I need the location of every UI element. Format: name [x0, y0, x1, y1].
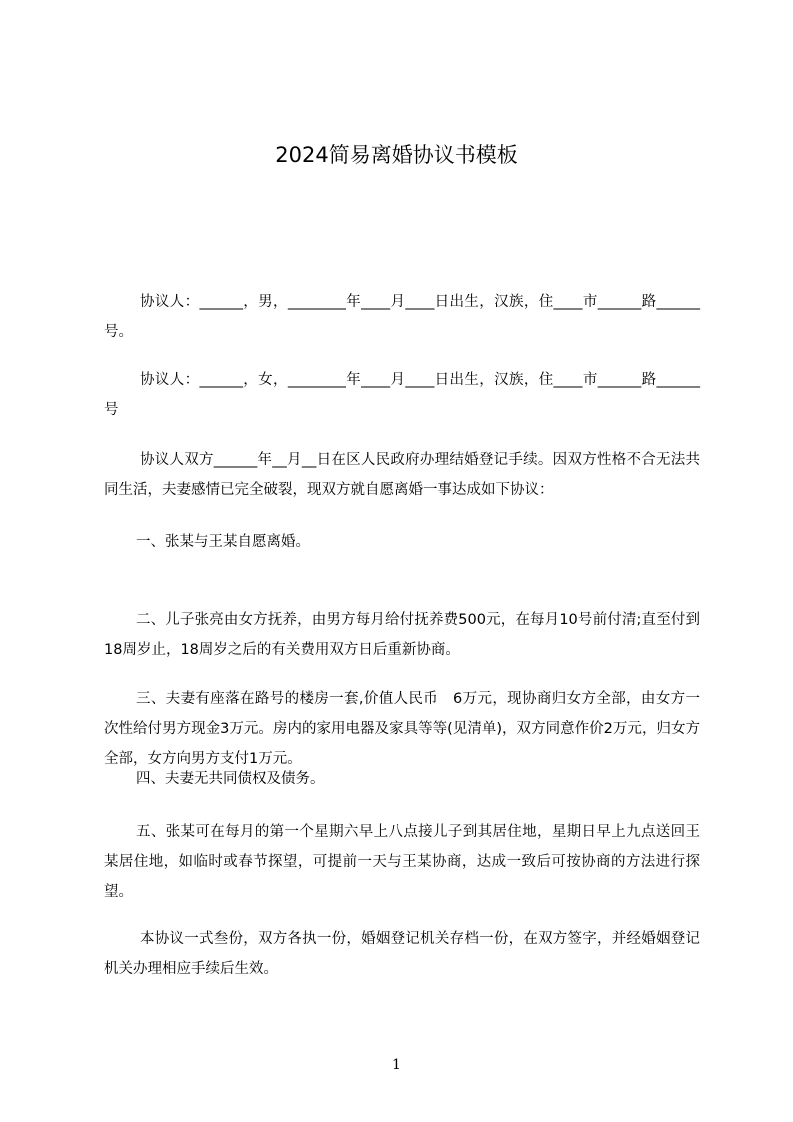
document-title: 2024简易离婚协议书模板: [275, 143, 518, 167]
effectiveness-paragraph: 本协议一式叁份，双方各执一份，婚姻登记机关存档一份，在双方签字，并经婚姻登记机关办理相应手续后生效。: [104, 931, 700, 977]
clause-5-visitation-paragraph: 五、张某可在每月的第一个星期六早上八点接儿子到其居住地，星期日早上九点送回王某居住地，如临时或春节探望，可提前一天与王某协商，达成一致后可按协商的方法进行探望。: [104, 824, 700, 900]
clause-2-child-support-paragraph: 二、儿子张亮由女方抚养，由男方每月给付抚养费500元，在每月10号前付清;直至付到18周岁止，18周岁之后的有关费用双方日后重新协商。: [104, 612, 700, 658]
clause-3-property-paragraph: 三、夫妻有座落在路号的楼房一套,价值人民币 6万元，现协商归女方全部，由女方一次性给付男方现金3万元。房内的家用电器及家具等等(见清单)，双方同意作价2万元，归女方全部，女方向男方支付1万元。: [104, 691, 700, 767]
marriage-background-paragraph: 协议人双方______年__月__日在区人民政府办理结婚登记手续。因双方性格不合无法共同生活，夫妻感情已完全破裂，现双方就自愿离婚一事达成如下协议：: [104, 452, 700, 498]
clause-1-paragraph: 一、张某与王某自愿离婚。: [136, 534, 310, 550]
clause-4-debts-paragraph: 四、夫妻无共同债权及债务。: [136, 771, 325, 787]
party-male-paragraph: 协议人：______，男，________年____月____日出生，汉族，住____市______路______号。: [104, 294, 700, 340]
page-number: 1: [392, 1057, 401, 1073]
party-female-paragraph: 协议人：______，女，________年____月____日出生，汉族，住____市______路______号: [104, 372, 700, 418]
